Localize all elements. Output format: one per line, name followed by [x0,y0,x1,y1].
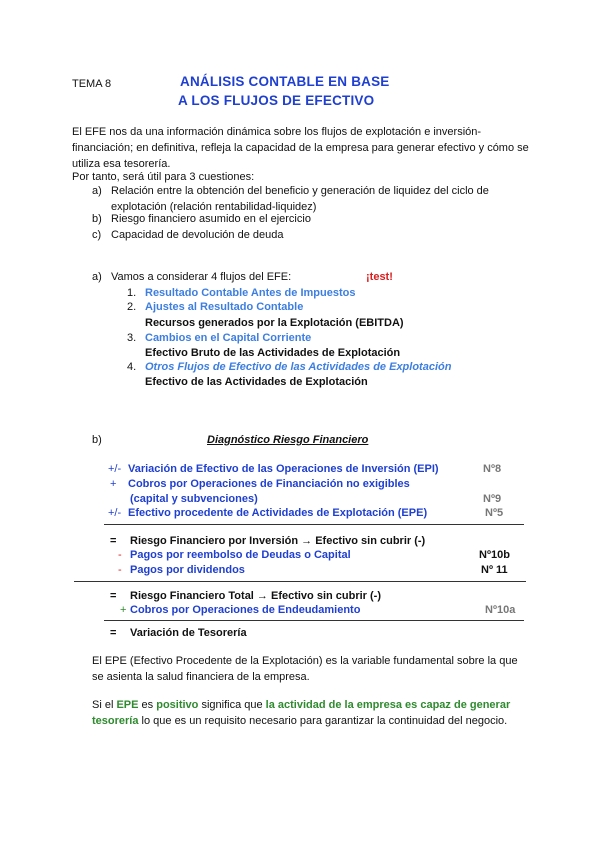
row-3-text: (capital y subvenciones) [130,493,258,505]
p2-part-g: lo que es un requisito necesario para garantizar la continuidad del negocio. [138,715,508,727]
title-line-1: ANÁLISIS CONTABLE EN BASE [180,74,390,89]
row-2-text: Cobros por Operaciones de Financiación no exigibles [128,478,410,490]
section-a-lead: Vamos a considerar 4 flujos del EFE: [111,271,292,283]
flow-2-text: Ajustes al Resultado Contable [145,301,304,313]
row-8-sign: = [110,590,117,602]
section-b-marker: b) [92,434,102,446]
row-10-text: Variación de Tesorería [130,627,247,639]
row-9-text: Cobros por Operaciones de Endeudamiento [130,604,361,616]
intro-lead: Por tanto, será útil para 3 cuestiones: [72,171,255,183]
flow-3-text: Cambios en el Capital Corriente [145,332,312,344]
divider-1 [104,524,524,525]
intro-item-c-marker: c) [92,229,102,241]
p2-part-c: es [138,699,157,711]
row-4-sign: +/- [108,507,122,519]
ebitda-subtotal: Recursos generados por la Explotación (EBITDA) [145,317,404,329]
flow-3-num: 3. [127,332,137,344]
p2-part-e: significa que [198,699,266,711]
p2-highlight: la actividad de la empresa es capaz de generar tesorería [92,699,511,727]
intro-item-a: Relación entre la obtención del beneficio y generación de liquidez del ciclo de explotación (relación rentabilidad-liquidez) [111,185,489,213]
divider-3 [104,620,524,621]
row-7-ref: Nº 11 [481,564,508,576]
row-9-sign: + [120,604,127,616]
row-4-text: Efectivo procedente de Actividades de Explotación (EPE) [128,507,428,519]
row-5-sign: = [110,535,117,547]
row-1-sign: +/- [108,463,122,475]
divider-2 [74,581,526,582]
intro-item-b-marker: b) [92,213,102,225]
row-8-text: Riesgo Financiero Total → Efectivo sin cubrir (-) [130,590,381,602]
flow-4-text: Otros Flujos de Efectivo de las Actividades de Explotación [145,361,452,373]
efectivo-bruto-subtotal: Efectivo Bruto de las Actividades de Explotación [145,347,401,359]
intro-item-b: Riesgo financiero asumido en el ejercicio [111,213,311,225]
row-10-sign: = [110,627,117,639]
flow-2-num: 2. [127,301,137,313]
p2-positivo: positivo [156,699,199,711]
row-6-sign: - [118,549,122,561]
row-6-ref: Nº10b [479,549,510,561]
p2-epe: EPE [116,699,139,711]
row-6-text: Pagos por reembolso de Deudas o Capital [130,549,351,561]
tema-label: TEMA 8 [72,78,112,90]
closing-paragraph-2 [92,697,532,729]
row-1-text: Variación de Efectivo de las Operaciones de Inversión (EPI) [128,463,439,475]
test-label: ¡test! [366,271,393,283]
closing-paragraph-1: El EPE (Efectivo Procedente de la Explotación) es la variable fundamental sobre la que se asienta la salud financiera de la empresa. [92,655,518,683]
intro-item-a-marker: a) [92,185,102,197]
row-5-text: Riesgo Financiero por Inversión → Efectivo sin cubrir (-) [130,535,426,547]
p2-part-a: Si el [92,699,117,711]
row-7-text: Pagos por dividendos [130,564,245,576]
intro-item-c: Capacidad de devolución de deuda [111,229,284,241]
title-line-2: A LOS FLUJOS DE EFECTIVO [178,93,375,108]
efectivo-explotacion-subtotal: Efectivo de las Actividades de Explotación [145,376,368,388]
flow-1-num: 1. [127,287,137,299]
section-b-heading: Diagnóstico Riesgo Financiero [207,434,369,446]
row-3-ref: Nº9 [483,493,502,505]
row-9-ref: Nº10a [485,604,516,616]
flow-1-text: Resultado Contable Antes de Impuestos [145,287,356,299]
flow-4-num: 4. [127,361,137,373]
section-a-marker: a) [92,271,102,283]
row-2-sign: + [110,478,117,490]
row-1-ref: Nº8 [483,463,502,475]
intro-paragraph: El EFE nos da una información dinámica sobre los flujos de explotación e inversión-financiación; en definitiva, refleja la capacidad de la empresa para generar efectivo y cómo se utiliza esa tesorería. [72,126,529,170]
row-7-sign: - [118,564,122,576]
row-4-ref: Nº5 [485,507,504,519]
